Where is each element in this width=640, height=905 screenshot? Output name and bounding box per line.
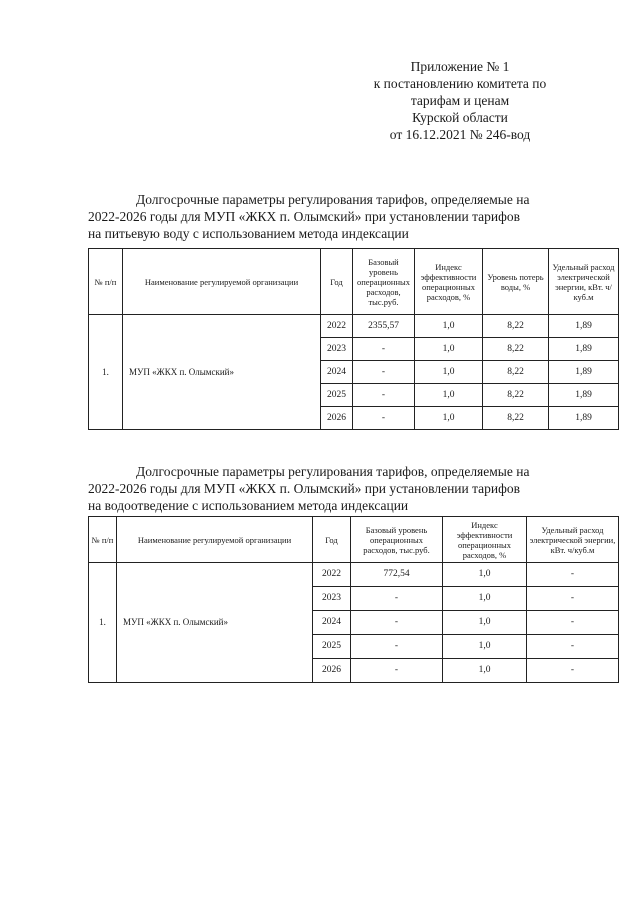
- year-cell: 2026: [321, 407, 353, 430]
- base-costs-cell: -: [351, 611, 443, 635]
- efficiency-cell: 1,0: [443, 611, 527, 635]
- organization-name: МУП «ЖКХ п. Олымский»: [117, 563, 313, 683]
- energy-rate-cell: 1,89: [549, 384, 619, 407]
- efficiency-cell: 1,0: [415, 407, 483, 430]
- col-header-org: Наименование регулируемой организации: [123, 249, 321, 315]
- col-header-year: Год: [313, 517, 351, 563]
- energy-rate-cell: -: [527, 563, 619, 587]
- section2-heading: [88, 463, 588, 514]
- base-costs-cell: -: [351, 635, 443, 659]
- appendix-block: [340, 58, 580, 143]
- year-cell: 2024: [321, 361, 353, 384]
- table-row: [89, 315, 619, 338]
- wastewater-tariff-table: [88, 516, 619, 683]
- row-number: 1.: [89, 315, 123, 430]
- base-costs-cell: -: [353, 384, 415, 407]
- base-costs-cell: -: [351, 587, 443, 611]
- col-header-water-loss: Уровень потерь воды, %: [483, 249, 549, 315]
- col-header-energy-rate: Удельный расход электрической энергии, кВт. ч/куб.м: [527, 517, 619, 563]
- year-cell: 2025: [313, 635, 351, 659]
- efficiency-cell: 1,0: [415, 384, 483, 407]
- table-row: [89, 563, 619, 587]
- energy-rate-cell: -: [527, 587, 619, 611]
- organization-name: МУП «ЖКХ п. Олымский»: [123, 315, 321, 430]
- heading-line: на питьевую воду с использованием метода индексации: [88, 226, 409, 241]
- col-header-year: Год: [321, 249, 353, 315]
- year-cell: 2024: [313, 611, 351, 635]
- energy-rate-cell: -: [527, 659, 619, 683]
- efficiency-cell: 1,0: [415, 315, 483, 338]
- appendix-line: тарифам и ценам: [410, 93, 510, 108]
- year-cell: 2023: [321, 338, 353, 361]
- energy-rate-cell: 1,89: [549, 361, 619, 384]
- col-header-energy-rate: Удельный расход электрической энергии, кВт. ч/куб.м: [549, 249, 619, 315]
- col-header-base-costs: Базовый уровень операционных расходов, тыс.руб.: [351, 517, 443, 563]
- table-header-row: [89, 517, 619, 563]
- year-cell: 2022: [321, 315, 353, 338]
- energy-rate-cell: -: [527, 635, 619, 659]
- year-cell: 2023: [313, 587, 351, 611]
- base-costs-cell: -: [351, 659, 443, 683]
- year-cell: 2022: [313, 563, 351, 587]
- energy-rate-cell: 1,89: [549, 338, 619, 361]
- energy-rate-cell: 1,89: [549, 315, 619, 338]
- year-cell: 2025: [321, 384, 353, 407]
- year-cell: 2026: [313, 659, 351, 683]
- col-header-num: № п/п: [89, 249, 123, 315]
- efficiency-cell: 1,0: [443, 563, 527, 587]
- heading-line: 2022-2026 годы для МУП «ЖКХ п. Олымский» при установлении тарифов: [88, 209, 521, 224]
- col-header-org: Наименование регулируемой организации: [117, 517, 313, 563]
- water-loss-cell: 8,22: [483, 384, 549, 407]
- section1-heading: [88, 191, 588, 242]
- heading-line: Долгосрочные параметры регулирования тарифов, определяемые на: [136, 464, 530, 479]
- col-header-num: № п/п: [89, 517, 117, 563]
- energy-rate-cell: 1,89: [549, 407, 619, 430]
- base-costs-cell: -: [353, 407, 415, 430]
- appendix-line: к постановлению комитета по: [373, 76, 547, 91]
- efficiency-cell: 1,0: [443, 659, 527, 683]
- row-number: 1.: [89, 563, 117, 683]
- col-header-efficiency-index: Индекс эффективности операционных расходов, %: [415, 249, 483, 315]
- table-header-row: [89, 249, 619, 315]
- water-loss-cell: 8,22: [483, 361, 549, 384]
- appendix-line: от 16.12.2021 № 246-вод: [389, 127, 531, 142]
- heading-line: 2022-2026 годы для МУП «ЖКХ п. Олымский» при установлении тарифов: [88, 481, 521, 496]
- base-costs-cell: -: [353, 361, 415, 384]
- col-header-efficiency-index: Индекс эффективности операционных расходов, %: [443, 517, 527, 563]
- energy-rate-cell: -: [527, 611, 619, 635]
- efficiency-cell: 1,0: [415, 361, 483, 384]
- col-header-base-costs: Базовый уровень операционных расходов, тыс.руб.: [353, 249, 415, 315]
- water-loss-cell: 8,22: [483, 315, 549, 338]
- efficiency-cell: 1,0: [443, 587, 527, 611]
- water-loss-cell: 8,22: [483, 338, 549, 361]
- water-loss-cell: 8,22: [483, 407, 549, 430]
- base-costs-cell: 2355,57: [353, 315, 415, 338]
- appendix-line: Приложение № 1: [410, 59, 510, 74]
- heading-line: на водоотведение с использованием метода индексации: [88, 498, 409, 513]
- base-costs-cell: 772,54: [351, 563, 443, 587]
- appendix-line: Курской области: [412, 110, 508, 125]
- efficiency-cell: 1,0: [415, 338, 483, 361]
- base-costs-cell: -: [353, 338, 415, 361]
- efficiency-cell: 1,0: [443, 635, 527, 659]
- heading-line: Долгосрочные параметры регулирования тарифов, определяемые на: [136, 192, 530, 207]
- water-tariff-table: [88, 248, 619, 430]
